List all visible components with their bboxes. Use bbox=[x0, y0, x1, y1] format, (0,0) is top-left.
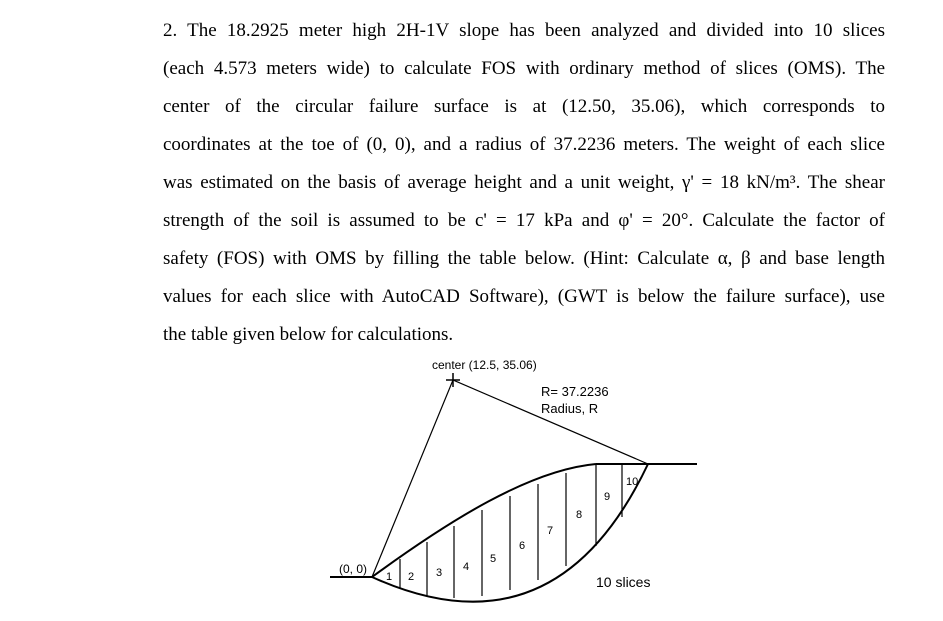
slice-number: 10 bbox=[626, 476, 639, 488]
slice-number: 9 bbox=[604, 491, 611, 503]
slice-number: 1 bbox=[386, 571, 393, 583]
slice-number: 8 bbox=[576, 509, 583, 521]
slice-number: 6 bbox=[519, 540, 526, 552]
slice-number: 3 bbox=[436, 567, 443, 579]
slice-number: 5 bbox=[490, 553, 497, 565]
slices-label: 10 slices bbox=[596, 574, 651, 590]
slice-number: 4 bbox=[463, 561, 470, 573]
slice-number: 7 bbox=[547, 525, 554, 537]
slice-boundaries bbox=[400, 464, 622, 598]
center-label: center (12.5, 35.06) bbox=[432, 358, 537, 372]
problem-line: (each 4.573 meters wide) to calculate FOS with ordinary method of slices (OMS). The bbox=[163, 58, 885, 79]
problem-line: safety (FOS) with OMS by filling the table below. (Hint: Calculate α, β and base length bbox=[163, 248, 885, 269]
problem-line: was estimated on the basis of average height and a unit weight, γ' = 18 kN/m³. The shear bbox=[163, 172, 885, 193]
radius-name-label: Radius, R bbox=[541, 401, 599, 416]
problem-line: the table given below for calculations. bbox=[163, 324, 454, 345]
slice-number: 2 bbox=[408, 571, 415, 583]
problem-line: strength of the soil is assumed to be c' = 17 kPa and φ' = 20°. Calculate the factor of bbox=[163, 210, 885, 231]
problem-line: values for each slice with AutoCAD Software), (GWT is below the failure surface), use bbox=[163, 286, 885, 307]
center-marker-icon bbox=[446, 373, 460, 387]
slice-number-labels bbox=[386, 476, 638, 583]
problem-line: coordinates at the toe of (0, 0), and a radius of 37.2236 meters. The weight of each slice bbox=[163, 134, 885, 155]
radius-value-label: R= 37.2236 bbox=[541, 384, 609, 399]
slope-surface bbox=[372, 464, 596, 577]
problem-line: center of the circular failure surface is at (12.50, 35.06), which corresponds to bbox=[163, 96, 885, 117]
toe-label: (0, 0) bbox=[339, 562, 368, 576]
problem-line: 2. The 18.2925 meter high 2H-1V slope has been analyzed and divided into 10 slices bbox=[163, 20, 885, 41]
